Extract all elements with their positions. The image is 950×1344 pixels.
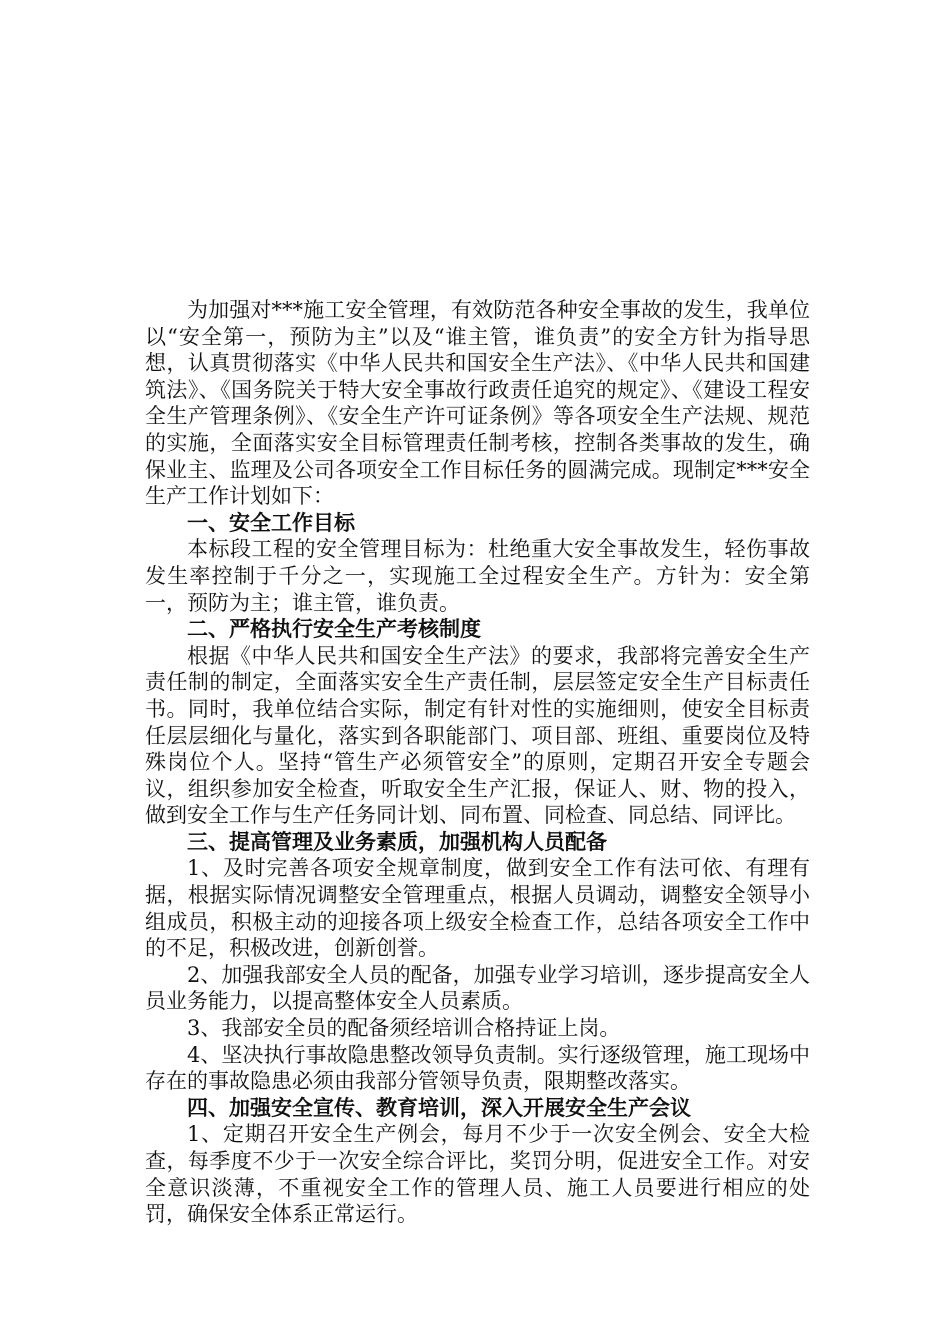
section-heading-1: 一、安全工作目标 (187, 509, 355, 535)
section-1-paragraph-1: 本标段工程的安全管理目标为：杜绝重大安全事故发生，轻伤事故发生率控制于千分之一，实现施工全过程安全生产。方针为：安全第一，预防为主；谁主管，谁负责。 (145, 537, 810, 615)
intro-paragraph: 为加强对***施工安全管理，有效防范各种安全事故的发生，我单位以“安全第一，预防为主”以及“谁主管，谁负责”的安全方针为指导思想，认真贯彻落实《中华人民共和国安全生产法》、《中华人民共和国建筑法》、《国务院关于特大安全事故行政责任追究的规定》、《建设工程安全生产管理条例》、《安全生产许可证条例》等各项安全生产法规、规范的实施，全面落实安全目标管理责任制考核，控制各类事故的发生，确保业主、监理及公司各项安全工作目标任务的圆满完成。现制定***安全生产工作计划如下： (145, 298, 810, 509)
document-body (145, 297, 810, 1228)
section-3-paragraph-2: 2、加强我部安全人员的配备，加强专业学习培训，逐步提高安全人员业务能力，以提高整体安全人员素质。 (145, 962, 810, 1014)
section-3-paragraph-3: 3、我部安全员的配备须经培训合格持证上岗。 (187, 1016, 621, 1041)
section-heading-2: 二、严格执行安全生产考核制度 (187, 616, 481, 642)
section-3-paragraph-1: 1、及时完善各项安全规章制度，做到安全工作有法可依、有理有据，根据实际情况调整安全管理重点，根据人员调动，调整安全领导小组成员，积极主动的迎接各项上级安全检查工作，总结各项安全工作中的不足，积极改进，创新创誉。 (145, 856, 810, 961)
section-heading-4: 四、加强安全宣传、教育培训，深入开展安全生产会议 (187, 1094, 691, 1120)
section-3-paragraph-4: 4、坚决执行事故隐患整改领导负责制。实行逐级管理，施工现场中存在的事故隐患必须由我部分管领导负责，限期整改落实。 (145, 1042, 810, 1094)
section-4-paragraph-1: 1、定期召开安全生产例会，每月不少于一次安全例会、安全大检查，每季度不少于一次安全综合评比，奖罚分明，促进安全工作。对安全意识淡薄，不重视安全工作的管理人员、施工人员要进行相应的处罚，确保安全体系正常运行。 (145, 1122, 810, 1227)
section-heading-3: 三、提高管理及业务素质，加强机构人员配备 (187, 828, 607, 854)
section-2-paragraph-1: 根据《中华人民共和国安全生产法》的要求，我部将完善安全生产责任制的制定，全面落实安全生产责任制，层层签定安全生产目标责任书。同时，我单位结合实际，制定有针对性的实施细则，使安全目标责任层层细化与量化，落实到各职能部门、项目部、班组、重要岗位及特殊岗位个人。坚持“管生产必须管安全”的原则，定期召开安全专题会议，组织参加安全检查，听取安全生产汇报，保证人、财、物的投入，做到安全工作与生产任务同计划、同布置、同检查、同总结、同评比。 (145, 643, 810, 828)
